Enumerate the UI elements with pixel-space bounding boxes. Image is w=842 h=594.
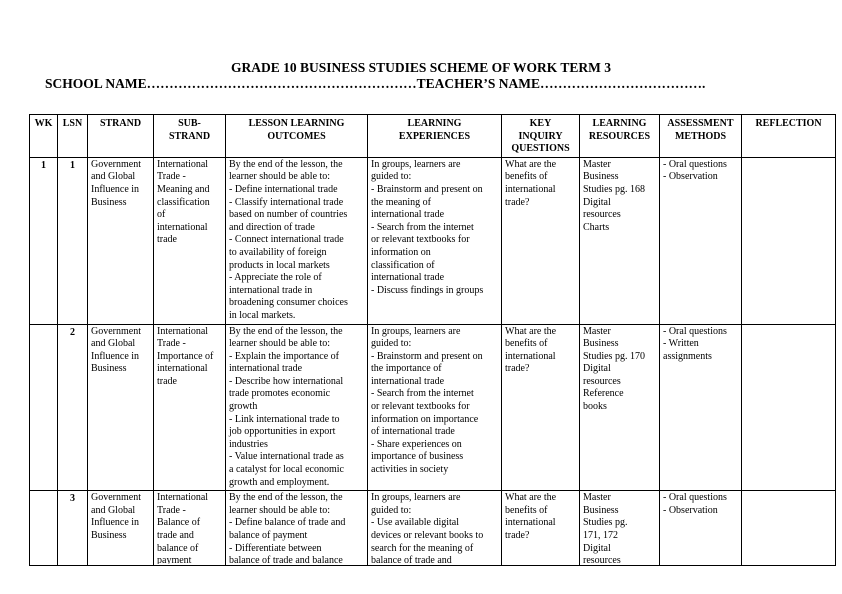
cell-assessment: - Oral questions - Written assignments [660, 324, 742, 491]
cell-strand: Government and Global Influence in Business [88, 157, 154, 324]
header-lsn: LSN [58, 115, 88, 158]
header-row [30, 115, 836, 158]
header-reflection: REFLECTION [742, 115, 836, 158]
cell-reflection [742, 157, 836, 324]
table-row [30, 491, 836, 566]
cell-questions: What are the benefits of international trade? [502, 157, 580, 324]
header-outcomes: LESSON LEARNING OUTCOMES [226, 115, 368, 158]
cell-resources: Master Business Studies pg. 170 Digital resources Reference books [580, 324, 660, 491]
cell-lsn: 3 [58, 491, 88, 566]
cell-experiences: In groups, learners are guided to: - Brainstorm and present on the meaning of international trade - Search from the internet or relevant textbooks for information on classification of international trade - Discuss findings in groups [368, 157, 502, 324]
cell-outcomes: By the end of the lesson, the learner should be able to: - Define international trade - Classify international trade based on number of countries and direction of trade - Connect international trade to availability of foreign products in local markets - Appreciate the role of international trade in broadening consumer choices in local markets. [226, 157, 368, 324]
header-resources: LEARNING RESOURCES [580, 115, 660, 158]
cell-assessment: - Oral questions - Observation [660, 491, 742, 566]
header-experiences: LEARNING EXPERIENCES [368, 115, 502, 158]
cell-reflection [742, 491, 836, 566]
cell-reflection [742, 324, 836, 491]
cell-lsn: 1 [58, 157, 88, 324]
cell-experiences: In groups, learners are guided to: - Brainstorm and present on the importance of international trade - Search from the internet or relevant textbooks for information on importance of international trade - Share experiences on importance of business activities in society [368, 324, 502, 491]
cell-assessment: - Oral questions - Observation [660, 157, 742, 324]
cell-questions: What are the benefits of international trade? [502, 491, 580, 566]
header-strand: STRAND [88, 115, 154, 158]
cell-questions: What are the benefits of international trade? [502, 324, 580, 491]
school-teacher-line: SCHOOL NAME……………………………………………………TEACHER’S NAME………………………………. [45, 76, 706, 91]
cell-lsn: 2 [58, 324, 88, 491]
cell-wk: 1 [30, 157, 58, 324]
cell-experiences: In groups, learners are guided to: - Use available digital devices or relevant books to search for the meaning of balance of trade and [368, 491, 502, 566]
cell-wk [30, 491, 58, 566]
document-title: GRADE 10 BUSINESS STUDIES SCHEME OF WORK TERM 3 [230, 60, 612, 75]
cell-sub-strand: International Trade - Balance of trade and balance of payment [154, 491, 226, 566]
header-sub-strand: SUB- STRAND [154, 115, 226, 158]
cell-sub-strand: International Trade - Importance of international trade [154, 324, 226, 491]
scheme-of-work-table [29, 114, 836, 566]
header-wk: WK [30, 115, 58, 158]
cell-outcomes: By the end of the lesson, the learner should be able to: - Explain the importance of international trade - Describe how international trade promotes economic growth - Link international trade to job opportunities in export industries - Value international trade as a catalyst for local economic growth and employment. [226, 324, 368, 491]
cell-sub-strand: International Trade - Meaning and classification of international trade [154, 157, 226, 324]
cell-strand: Government and Global Influence in Business [88, 491, 154, 566]
cell-strand: Government and Global Influence in Business [88, 324, 154, 491]
header-assessment: ASSESSMENT METHODS [660, 115, 742, 158]
table-row [30, 324, 836, 491]
cell-resources: Master Business Studies pg. 171, 172 Digital resources [580, 491, 660, 566]
cell-resources: Master Business Studies pg. 168 Digital resources Charts [580, 157, 660, 324]
cell-outcomes: By the end of the lesson, the learner should be able to: - Define balance of trade and balance of payment - Differentiate between balance of trade and balance [226, 491, 368, 566]
header-questions: KEY INQUIRY QUESTIONS [502, 115, 580, 158]
cell-wk [30, 324, 58, 491]
table-row [30, 157, 836, 324]
